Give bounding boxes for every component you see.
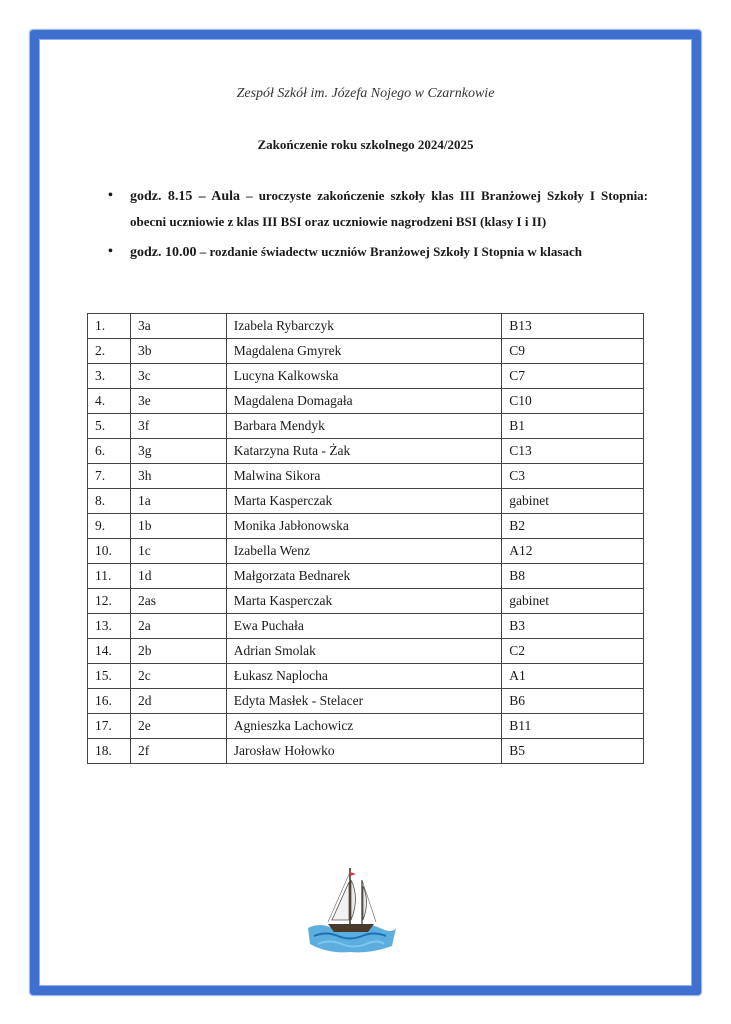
- schedule-place: – Aula: [192, 189, 241, 204]
- class-name: 1c: [130, 539, 226, 564]
- row-number: 16.: [88, 689, 131, 714]
- table-row: [88, 314, 644, 339]
- class-name: 2a: [130, 614, 226, 639]
- row-number: 7.: [88, 464, 131, 489]
- room-number: B6: [502, 689, 644, 714]
- schedule-description: – rozdanie świadectw uczniów Branżowej Szkoły I Stopnia w klasach: [196, 244, 582, 259]
- teacher-name: Jarosław Hołowko: [226, 739, 502, 764]
- teacher-name: Izabela Rybarczyk: [226, 314, 502, 339]
- row-number: 10.: [88, 539, 131, 564]
- teacher-name: Małgorzata Bednarek: [226, 564, 502, 589]
- class-name: 2c: [130, 664, 226, 689]
- room-number: B11: [502, 714, 644, 739]
- class-name: 3g: [130, 439, 226, 464]
- teacher-name: Agnieszka Lachowicz: [226, 714, 502, 739]
- teacher-name: Łukasz Naplocha: [226, 664, 502, 689]
- bullet-icon: •: [108, 188, 113, 203]
- table-row: [88, 389, 644, 414]
- bullet-icon: •: [108, 244, 113, 259]
- table-row: [88, 439, 644, 464]
- schedule-time: godz. 8.15: [130, 189, 193, 204]
- room-number: gabinet: [502, 589, 644, 614]
- class-name: 2e: [130, 714, 226, 739]
- teacher-name: Izabella Wenz: [226, 539, 502, 564]
- teacher-name: Magdalena Gmyrek: [226, 339, 502, 364]
- teacher-name: Edyta Masłek - Stelacer: [226, 689, 502, 714]
- row-number: 9.: [88, 514, 131, 539]
- class-name: 1d: [130, 564, 226, 589]
- row-number: 13.: [88, 614, 131, 639]
- row-number: 4.: [88, 389, 131, 414]
- class-name: 3h: [130, 464, 226, 489]
- row-number: 6.: [88, 439, 131, 464]
- table-row: [88, 464, 644, 489]
- table-row: [88, 589, 644, 614]
- room-number: B1: [502, 414, 644, 439]
- teacher-name: Ewa Puchała: [226, 614, 502, 639]
- teacher-name: Magdalena Domagała: [226, 389, 502, 414]
- schedule-description: – uroczyste zakończenie szkoły klas III Branżowej Szkoły I Stopnia: obecni uczniowie z klas III BSI oraz uczniowie nagrodzeni BSI (klasy I i II): [130, 188, 649, 229]
- room-number: A1: [502, 664, 644, 689]
- room-number: C10: [502, 389, 644, 414]
- room-number: B13: [502, 314, 644, 339]
- row-number: 1.: [88, 314, 131, 339]
- class-name: 3f: [130, 414, 226, 439]
- class-room-table: [87, 313, 644, 764]
- room-number: B8: [502, 564, 644, 589]
- teacher-name: Malwina Sikora: [226, 464, 502, 489]
- room-number: B3: [502, 614, 644, 639]
- row-number: 17.: [88, 714, 131, 739]
- table-row: [88, 364, 644, 389]
- table-row: [88, 539, 644, 564]
- schedule-time: godz. 10.00: [130, 245, 197, 260]
- school-name: Zespół Szkół im. Józefa Nojego w Czarnkowie: [236, 86, 495, 101]
- room-number: C7: [502, 364, 644, 389]
- row-number: 11.: [88, 564, 131, 589]
- class-name: 2d: [130, 689, 226, 714]
- schedule-list: [108, 183, 648, 269]
- table-row: [88, 489, 644, 514]
- table-row: [88, 664, 644, 689]
- table-row: [88, 514, 644, 539]
- ship-hull: [328, 868, 376, 932]
- teacher-name: Marta Kasperczak: [226, 489, 502, 514]
- table-row: [88, 614, 644, 639]
- room-number: B2: [502, 514, 644, 539]
- row-number: 15.: [88, 664, 131, 689]
- class-name: 1b: [130, 514, 226, 539]
- room-number: C9: [502, 339, 644, 364]
- teacher-name: Monika Jabłonowska: [226, 514, 502, 539]
- class-name: 2b: [130, 639, 226, 664]
- room-number: C13: [502, 439, 644, 464]
- class-name: 3c: [130, 364, 226, 389]
- teacher-name: Lucyna Kalkowska: [226, 364, 502, 389]
- room-number: C2: [502, 639, 644, 664]
- schedule-item: [108, 239, 648, 265]
- room-number: C3: [502, 464, 644, 489]
- room-number: B5: [502, 739, 644, 764]
- teacher-name: Katarzyna Ruta - Żak: [226, 439, 502, 464]
- table-row: [88, 689, 644, 714]
- teacher-name: Barbara Mendyk: [226, 414, 502, 439]
- table-row: [88, 639, 644, 664]
- table-row: [88, 714, 644, 739]
- row-number: 12.: [88, 589, 131, 614]
- table-row: [88, 564, 644, 589]
- row-number: 8.: [88, 489, 131, 514]
- teacher-name: Adrian Smolak: [226, 639, 502, 664]
- row-number: 18.: [88, 739, 131, 764]
- document-title: Zakończenie roku szkolnego 2024/2025: [257, 137, 474, 152]
- table-row: [88, 739, 644, 764]
- class-name: 3b: [130, 339, 226, 364]
- teacher-name: Marta Kasperczak: [226, 589, 502, 614]
- class-name: 1a: [130, 489, 226, 514]
- sailing-ship-icon: [300, 858, 400, 958]
- table-row: [88, 414, 644, 439]
- class-name: 2as: [130, 589, 226, 614]
- row-number: 2.: [88, 339, 131, 364]
- schedule-item: [108, 183, 648, 235]
- table-row: [88, 339, 644, 364]
- room-number: gabinet: [502, 489, 644, 514]
- class-name: 3a: [130, 314, 226, 339]
- class-name: 2f: [130, 739, 226, 764]
- row-number: 5.: [88, 414, 131, 439]
- room-number: A12: [502, 539, 644, 564]
- class-name: 3e: [130, 389, 226, 414]
- row-number: 14.: [88, 639, 131, 664]
- row-number: 3.: [88, 364, 131, 389]
